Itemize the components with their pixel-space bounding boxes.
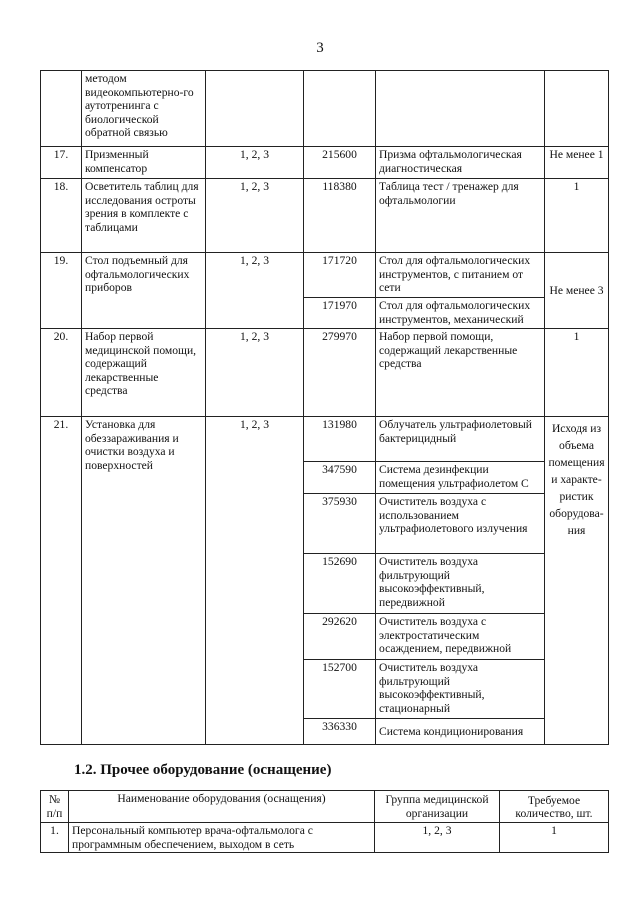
equipment-name: Набор первой медицинской помощи, содержащий лекарственные средства [82, 329, 206, 417]
group-cell [206, 71, 304, 147]
equipment-name: Осветитель таблиц для исследования остроты зрения в комплекте с таблицами [82, 179, 206, 253]
row-number: 18. [41, 179, 82, 253]
description-cell: Набор первой помощи, содержащий лекарственные средства [376, 329, 545, 417]
header-quantity: Требуемое количество, шт. [500, 791, 609, 823]
row-number: 19. [41, 253, 82, 329]
group-cell: 1, 2, 3 [375, 823, 500, 853]
equipment-name: методом видеокомпьютерно-го аутотренинга с биологической обратной связью [82, 71, 206, 147]
quantity-cell: 1 [545, 329, 609, 417]
description-cell: Стол для офтальмологических инструментов, с питанием от сети [376, 253, 545, 298]
section-title: 1.2. Прочее оборудование (оснащение) [74, 762, 332, 778]
group-cell: 1, 2, 3 [206, 179, 304, 253]
group-cell: 1, 2, 3 [206, 329, 304, 417]
description-cell: Очиститель воздуха фильтрующий высокоэффективный, стационарный [376, 660, 545, 719]
description-cell: Система дезинфекции помещения ультрафиолетом С [376, 462, 545, 494]
other-equipment-table [40, 790, 609, 853]
description-cell: Очиститель воздуха с использованием ультрафиолетового излучения [376, 494, 545, 554]
table-row [41, 417, 609, 462]
table-row [41, 823, 609, 853]
table-row [41, 329, 609, 417]
equipment-name: Установка для обеззараживания и очистки воздуха и поверхностей [82, 417, 206, 745]
code-cell: 118380 [304, 179, 376, 253]
quantity-cell: 1 [500, 823, 609, 853]
quantity-cell: 1 [545, 179, 609, 253]
row-number [41, 71, 82, 147]
code-cell: 375930 [304, 494, 376, 554]
description-cell: Призма офтальмологическая диагностическая [376, 147, 545, 179]
table-row [41, 179, 609, 253]
code-cell: 152690 [304, 554, 376, 614]
equipment-name: Стол подъемный для офтальмологических приборов [82, 253, 206, 329]
table-row [41, 147, 609, 179]
quantity-cell: Исходя из объема помещения и характе-ристик оборудова-ния [545, 417, 609, 745]
page-number: 3 [316, 40, 324, 56]
code-cell: 171720 [304, 253, 376, 298]
description-cell: Стол для офтальмологических инструментов, механический [376, 298, 545, 329]
quantity-cell: Не менее 1 [545, 147, 609, 179]
group-cell: 1, 2, 3 [206, 417, 304, 745]
table-header-row [41, 791, 609, 823]
table-row [41, 253, 609, 298]
code-cell: 292620 [304, 614, 376, 660]
header-name: Наименование оборудования (оснащения) [69, 791, 375, 823]
equipment-name: Призменный компенсатор [82, 147, 206, 179]
header-number: № п/п [41, 791, 69, 823]
equipment-name: Персональный компьютер врача-офтальмолога с программным обеспечением, выходом в сеть [69, 823, 375, 853]
equipment-table [40, 70, 609, 745]
code-cell [304, 71, 376, 147]
code-cell: 152700 [304, 660, 376, 719]
code-cell: 336330 [304, 719, 376, 745]
table-row [41, 71, 609, 147]
row-number: 20. [41, 329, 82, 417]
row-number: 21. [41, 417, 82, 745]
code-cell: 131980 [304, 417, 376, 462]
description-cell: Система кондиционирования [376, 719, 545, 745]
header-group: Группа медицинской организации [375, 791, 500, 823]
code-cell: 347590 [304, 462, 376, 494]
row-number: 17. [41, 147, 82, 179]
description-cell [376, 71, 545, 147]
quantity-cell: Не менее 3 [545, 253, 609, 329]
quantity-cell [545, 71, 609, 147]
description-cell: Облучатель ультрафиолетовый бактерицидный [376, 417, 545, 462]
description-cell: Очиститель воздуха фильтрующий высокоэффективный, передвижной [376, 554, 545, 614]
code-cell: 215600 [304, 147, 376, 179]
row-number: 1. [41, 823, 69, 853]
description-cell: Очиститель воздуха с электростатическим осаждением, передвижной [376, 614, 545, 660]
group-cell: 1, 2, 3 [206, 253, 304, 329]
code-cell: 279970 [304, 329, 376, 417]
description-cell: Таблица тест / тренажер для офтальмологии [376, 179, 545, 253]
code-cell: 171970 [304, 298, 376, 329]
group-cell: 1, 2, 3 [206, 147, 304, 179]
